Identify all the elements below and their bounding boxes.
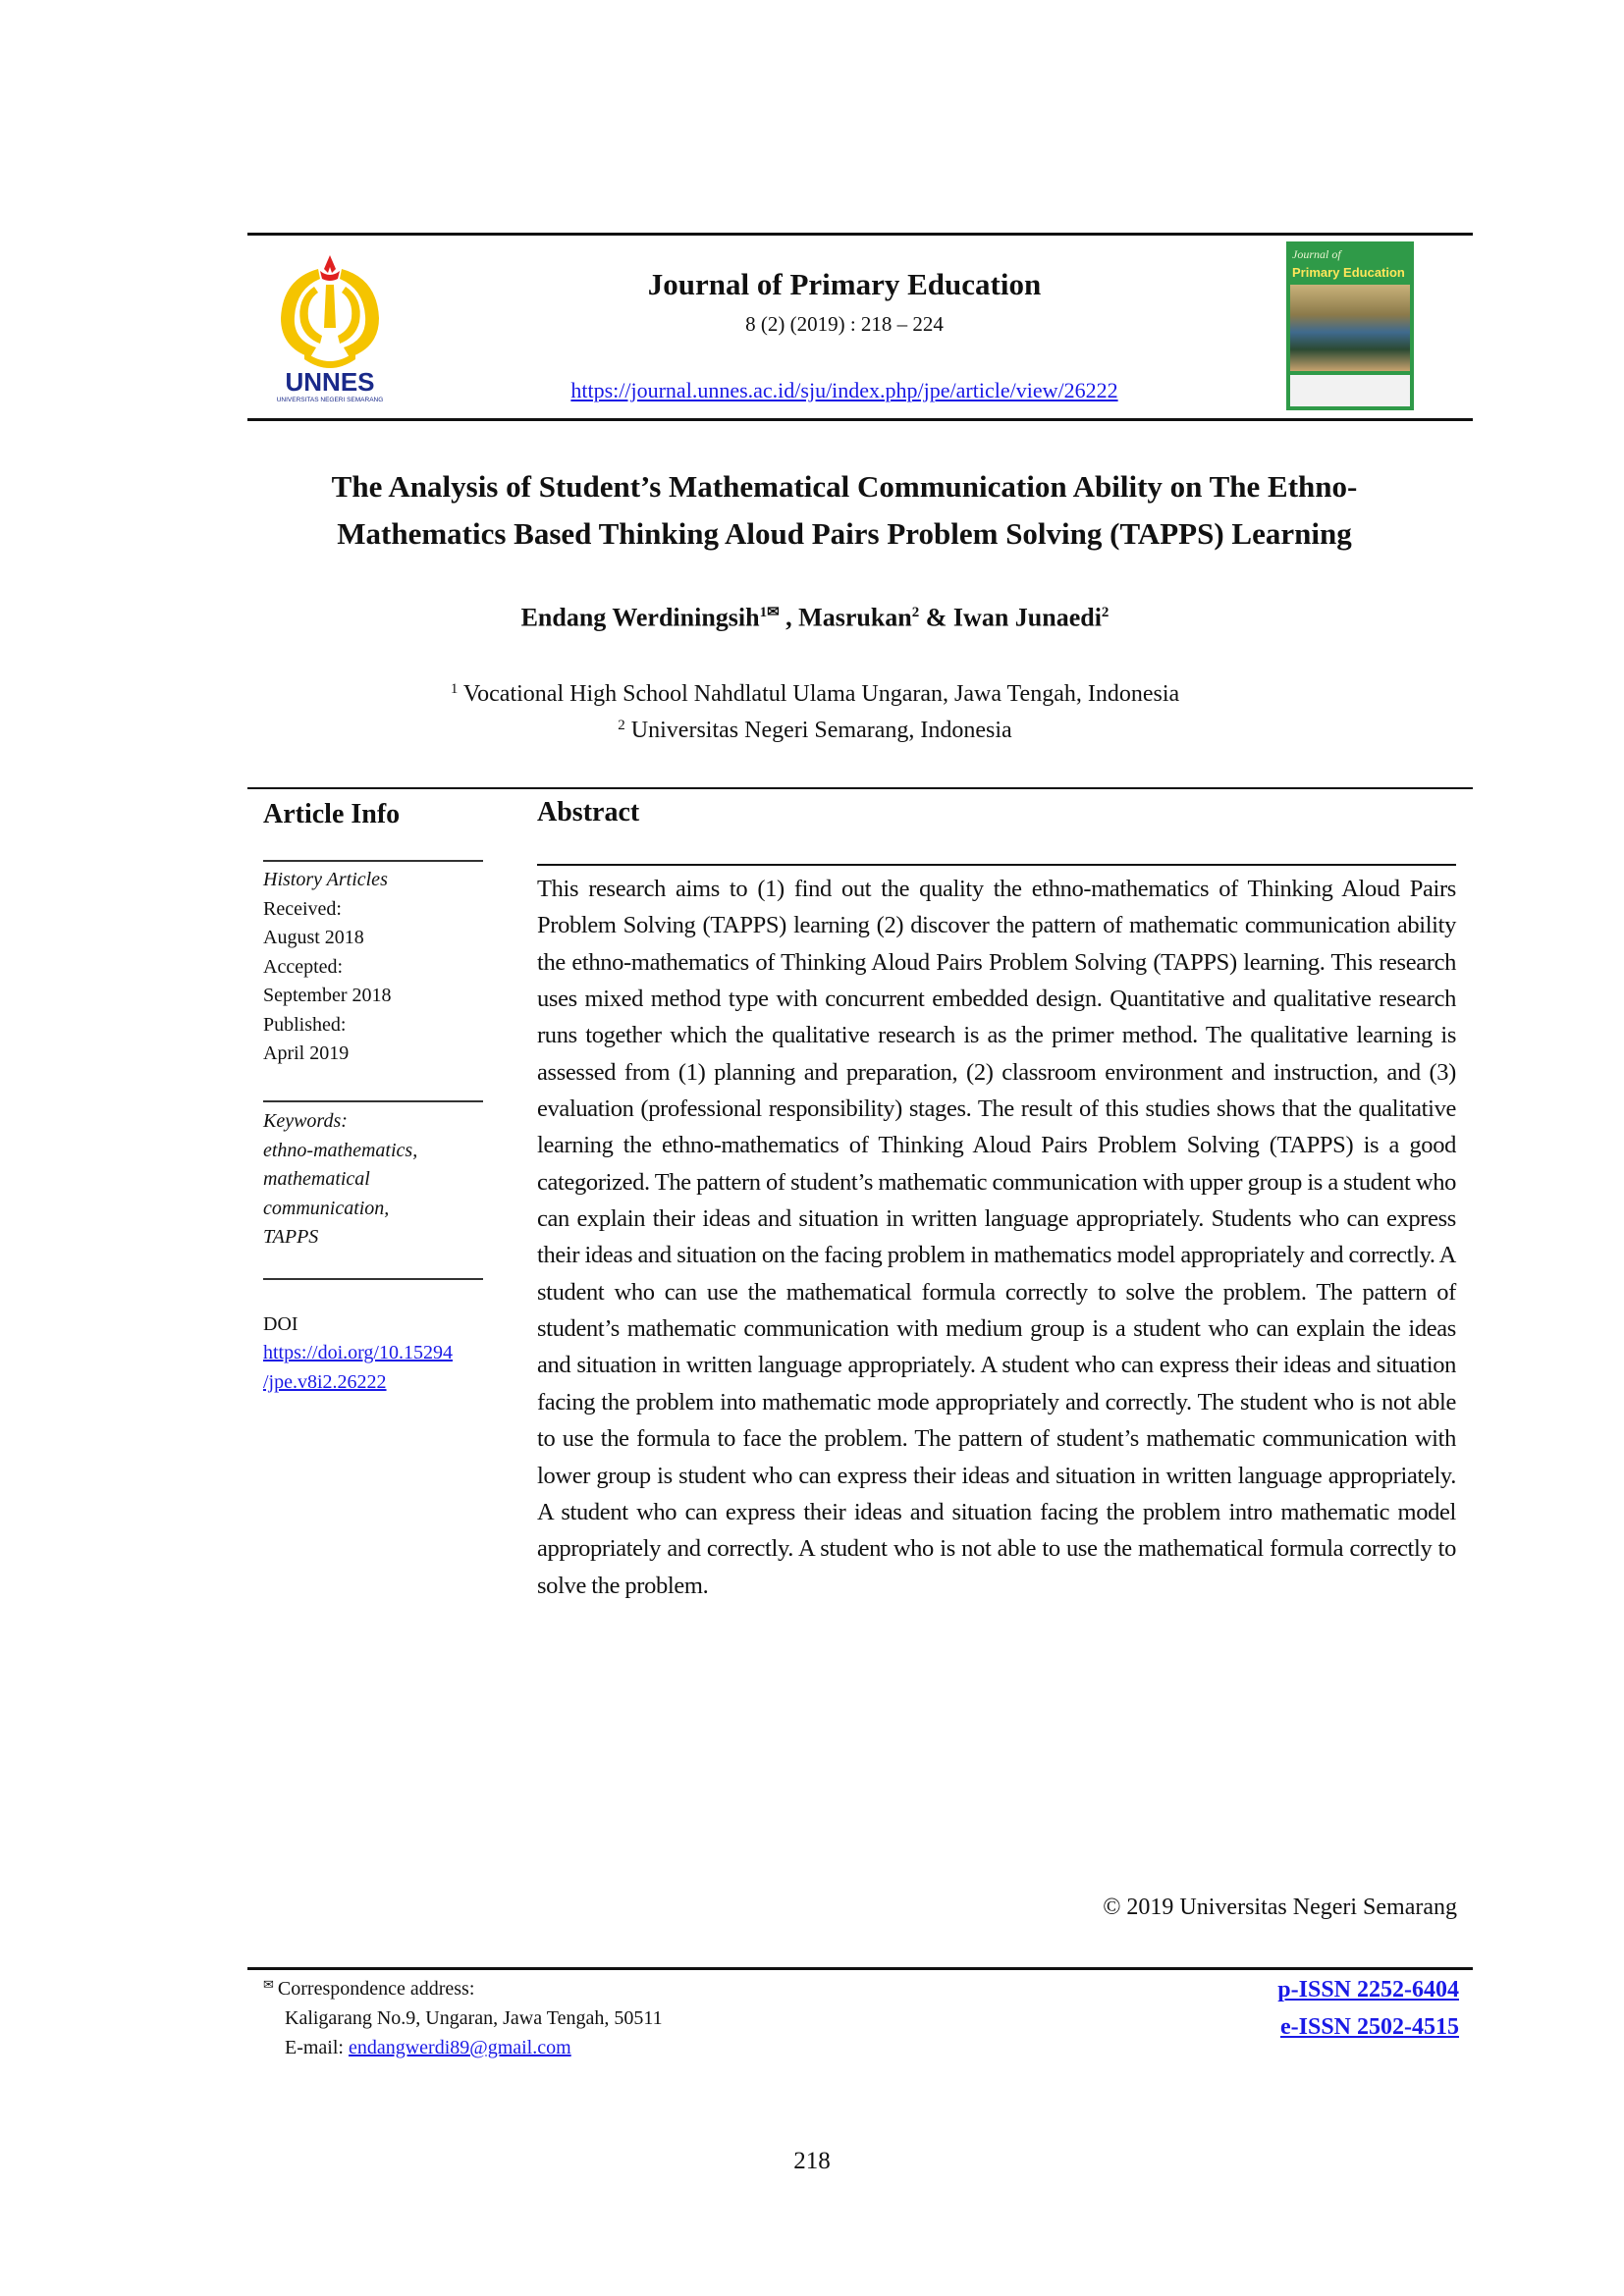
copyright-notice: © 2019 Universitas Negeri Semarang bbox=[1103, 1895, 1457, 1920]
correspondence-label: Correspondence address: bbox=[277, 1978, 475, 2000]
email-line bbox=[263, 2033, 663, 2062]
unnes-logo-icon bbox=[271, 249, 389, 404]
author-separator: , bbox=[779, 603, 799, 632]
cover-photo bbox=[1290, 285, 1410, 371]
journal-issue: 8 (2) (2019) : 218 – 224 bbox=[745, 312, 944, 336]
abstract-heading: Abstract bbox=[537, 797, 640, 828]
author-name: Masrukan bbox=[798, 603, 912, 632]
svg-text:UNIVERSITAS NEGERI SEMARANG: UNIVERSITAS NEGERI SEMARANG bbox=[276, 397, 384, 403]
keyword: TAPPS bbox=[263, 1226, 319, 1248]
page-number: 218 bbox=[793, 2148, 831, 2174]
affiliation-mark: 1 bbox=[450, 681, 459, 697]
author-name: Endang Werdiningsih bbox=[520, 603, 760, 632]
author-separator: & bbox=[919, 603, 953, 632]
issn-block bbox=[1159, 1971, 1459, 2046]
svg-text:UNNES: UNNES bbox=[285, 367, 375, 397]
info-rule bbox=[263, 1100, 483, 1102]
correspondence-block bbox=[263, 1970, 663, 2062]
info-rule bbox=[263, 860, 483, 862]
abstract-text: This research aims to (1) find out the quality the ethno-mathematics of Thinking Aloud Pairs Problem Solving (TAPPS) learning (2) discover the pattern of mathematic communication ability the ethno-mathematics of Thinking Aloud Pairs Problem Solving (TAPPS) learning. This research uses mixed method type with concurrent embedded design. Quantitative and qualitative research runs together which the qualitative research is as the primer method. The qualitative learning is assessed from (1) planning and preparation, (2) classroom environment and instruction, and (3) evaluation (professional responsibility) stages. The result of this studies shows that the qualitative learning the ethno-mathematics of Thinking Aloud Pairs Problem Solving (TAPPS) is a good categorized. The pattern of student’s mathematic communication with upper group is a student who can explain their ideas and situation in written language appropriately. Students who can express their ideas and situation on the facing problem in mathematics model appropriately and correctly. A student who can use the mathematical formula correctly to solve the problem. The pattern of student’s mathematic communication with medium group is a student who can explain the ideas and situation in written language appropriately. A student who can express their ideas and situation facing the problem into mathematic mode appropriately and correctly. The student who is not able to use the formula to face the problem. The pattern of student’s mathematic communication with lower group is student who can express their ideas and situation in written language appropriately. A student who can express their ideas and situation facing the problem intro mathematic model appropriately and correctly. A student who is not able to use the mathematical formula correctly to solve the problem. bbox=[537, 876, 1456, 1599]
accepted-label: Accepted: bbox=[263, 956, 344, 978]
paper-title-line-1: The Analysis of Student’s Mathematical Communication Ability on The Ethno- bbox=[331, 469, 1358, 504]
e-issn-link[interactable]: e-ISSN 2502-4515 bbox=[1279, 2014, 1459, 2040]
doi-label: DOI bbox=[263, 1313, 298, 1335]
history-label: History Articles bbox=[263, 869, 388, 890]
accepted-date: September 2018 bbox=[263, 985, 392, 1006]
paper-title bbox=[255, 463, 1434, 558]
author-affiliation-mark: 2 bbox=[1101, 605, 1110, 620]
author-list bbox=[295, 603, 1335, 633]
author-affiliation-mark: 1 bbox=[759, 605, 768, 620]
abstract-rule bbox=[537, 864, 1456, 866]
mail-icon: ✉ bbox=[263, 1977, 274, 1992]
received-label: Received: bbox=[263, 898, 342, 920]
keyword: mathematical bbox=[263, 1168, 370, 1190]
article-info-heading: Article Info bbox=[263, 799, 401, 829]
mail-icon: ✉ bbox=[767, 605, 780, 620]
author-affiliation-mark: 2 bbox=[911, 605, 920, 620]
published-label: Published: bbox=[263, 1014, 347, 1036]
p-issn-link[interactable]: p-ISSN 2252-6404 bbox=[1277, 1977, 1459, 2002]
keywords-label: Keywords: bbox=[263, 1110, 348, 1132]
affiliation-text: Universitas Negeri Semarang, Indonesia bbox=[630, 718, 1012, 743]
doi-link[interactable]: https://doi.org/10.15294 bbox=[263, 1342, 453, 1363]
email-label: E-mail: bbox=[285, 2037, 349, 2058]
cover-script-title: Journal of bbox=[1292, 247, 1341, 261]
author-name: Iwan Junaedi bbox=[952, 603, 1102, 632]
journal-title: Journal of Primary Education bbox=[647, 267, 1042, 301]
affiliation-2 bbox=[295, 718, 1335, 744]
received-date: August 2018 bbox=[263, 927, 364, 948]
section-rule bbox=[247, 787, 1473, 789]
info-rule bbox=[263, 1278, 483, 1280]
cover-title: Primary Education bbox=[1292, 265, 1405, 280]
published-date: April 2019 bbox=[263, 1042, 350, 1064]
correspondence-address: Kaligarang No.9, Ungaran, Jawa Tengah, 50511 bbox=[285, 2007, 663, 2029]
cover-footer bbox=[1290, 375, 1410, 406]
paper-title-line-2: Mathematics Based Thinking Aloud Pairs Problem Solving (TAPPS) Learning bbox=[337, 516, 1352, 551]
keyword: ethno-mathematics, bbox=[263, 1140, 418, 1161]
affiliation-mark: 2 bbox=[618, 718, 625, 733]
header-bottom-rule bbox=[247, 418, 1473, 421]
keyword: communication, bbox=[263, 1198, 390, 1219]
doi-link-continued[interactable]: /jpe.v8i2.26222 bbox=[263, 1371, 387, 1393]
affiliation-text: Vocational High School Nahdlatul Ulama Ungaran, Jawa Tengah, Indonesia bbox=[462, 681, 1180, 707]
affiliation-1 bbox=[295, 681, 1335, 708]
journal-url-link[interactable]: https://journal.unnes.ac.id/sju/index.php/jpe/article/view/26222 bbox=[570, 378, 1118, 402]
journal-cover-image bbox=[1286, 241, 1414, 410]
header-top-rule bbox=[247, 233, 1473, 236]
email-link[interactable]: endangwerdi89@gmail.com bbox=[348, 2037, 571, 2058]
